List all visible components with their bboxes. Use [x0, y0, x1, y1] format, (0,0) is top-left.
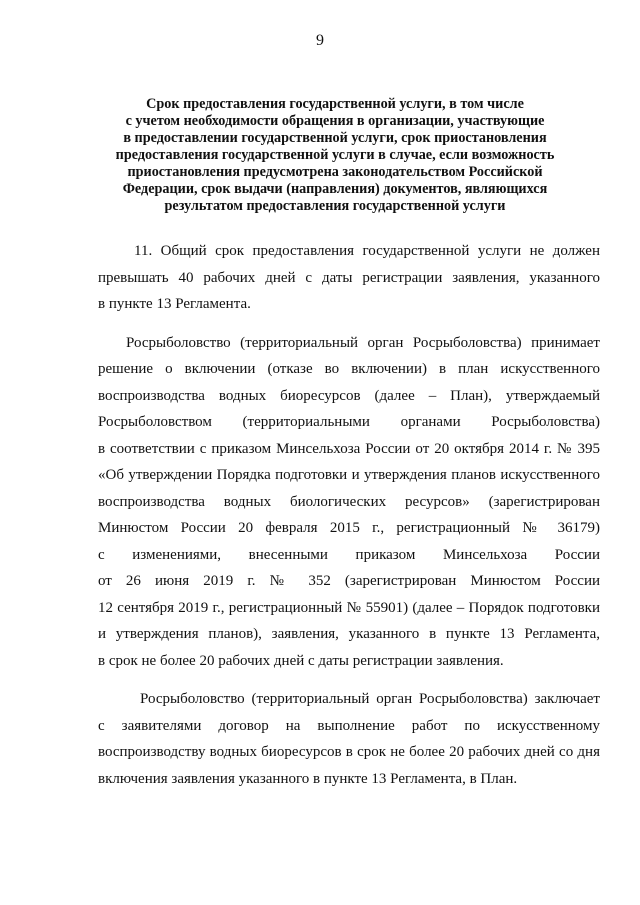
body-text [98, 238, 600, 804]
paragraph-term [98, 238, 600, 318]
text-line: 11. Общий срок предоставления государственной услуги не должен [134, 243, 600, 259]
text-line: «Об утверждении Порядка подготовки и утверждения планов искусственного [98, 467, 600, 483]
text-line: с изменениями, внесенными приказом Минсельхоза России [98, 546, 600, 563]
text-line: превышать 40 рабочих дней с даты регистрации заявления, указанного [98, 269, 600, 286]
text-line: Росрыболовство (территориальный орган Росрыболовства) заключает [140, 691, 600, 707]
text-line: решение о включении (отказе во включении) в план искусственного [98, 361, 600, 377]
text-line: Росрыболовством (территориальными органами Росрыболовства) [98, 414, 600, 430]
text-line: включения заявления указанного в пункте 13 Регламента, в План. [98, 770, 518, 787]
heading-line: с учетом необходимости обращения в организации, участвующие [125, 113, 545, 129]
text-line: с заявителями договор на выполнение работ по искусственному [98, 717, 600, 734]
heading-line: результатом предоставления государственной услуги [164, 198, 506, 214]
text-line: воспроизводства водных биологических ресурсов» (зарегистрирован [98, 493, 600, 510]
heading-line: приостановления предусмотрена законодательством Российской [127, 164, 543, 180]
text-line: от 26 июня 2019 г. № 352 (зарегистрирован Минюстом России [98, 573, 600, 589]
text-line: в соответствии с приказом Минсельхоза России от 20 октября 2014 г. № 395 [98, 440, 600, 457]
paragraph-decision [98, 330, 600, 675]
text-line: и утверждения планов), заявления, указанного в пункте 13 Регламента, [98, 626, 600, 642]
text-line: Росрыболовство (территориальный орган Росрыболовства) принимает [126, 334, 600, 351]
text-line: в пункте 13 Регламента. [98, 296, 251, 312]
section-heading [105, 96, 565, 215]
text-line: 12 сентября 2019 г., регистрационный № 55901) (далее – Порядок подготовки [98, 599, 600, 616]
heading-line: предоставления государственной услуги в случае, если возможность [115, 147, 555, 163]
text-line: Минюстом России 20 февраля 2015 г., регистрационный № 36179) [98, 520, 600, 536]
heading-line: Срок предоставления государственной услуги, в том числе [146, 96, 524, 112]
text-line: воспроизводства водных биоресурсов (далее – План), утверждаемый [98, 387, 600, 404]
heading-line: Федерации, срок выдачи (направления) документов, являющихся [122, 181, 548, 197]
text-line: воспроизводству водных биоресурсов в срок не более 20 рабочих дней со дня [98, 744, 600, 760]
page-number: 9 [316, 32, 324, 49]
text-line: в срок не более 20 рабочих дней с даты регистрации заявления. [98, 652, 504, 669]
paragraph-contract [98, 686, 600, 792]
heading-line: в предоставлении государственной услуги, срок приостановления [123, 130, 547, 146]
